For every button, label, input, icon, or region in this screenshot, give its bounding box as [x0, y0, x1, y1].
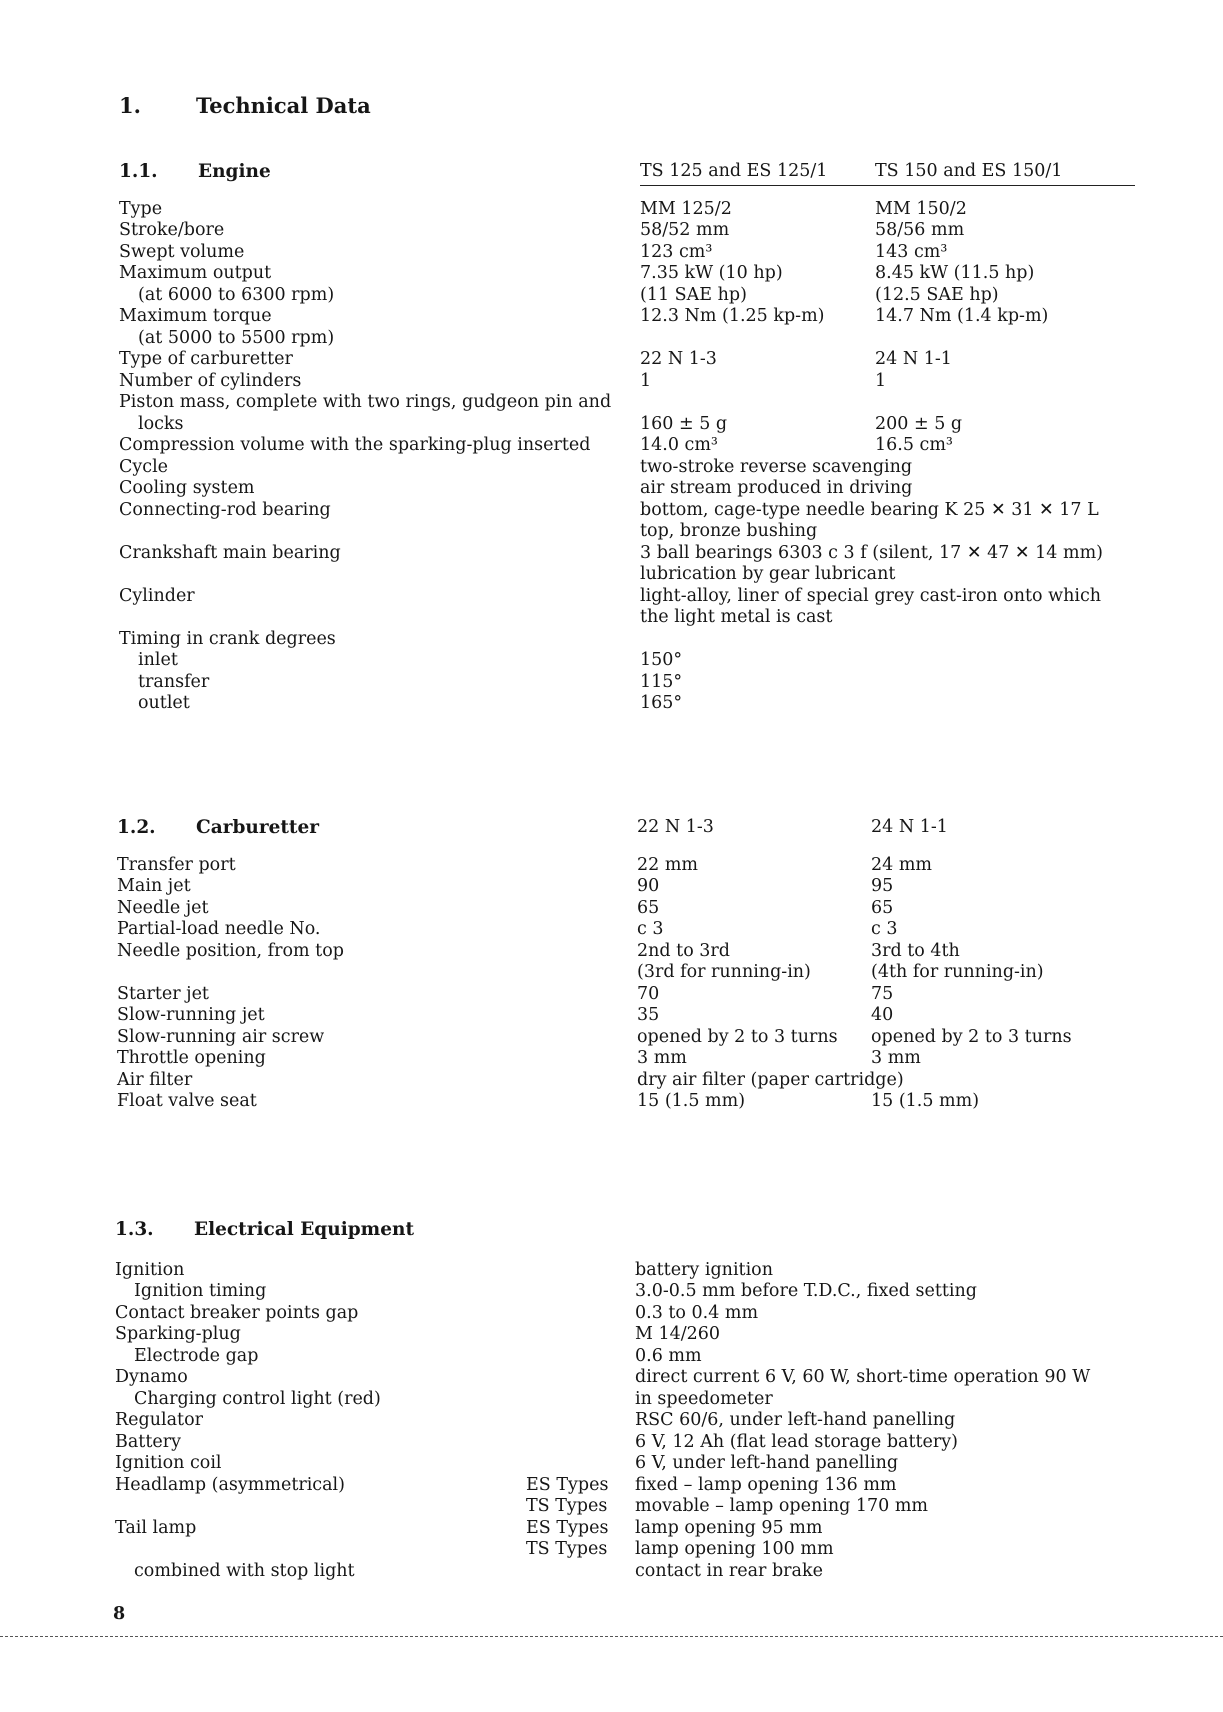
engine-col-header-150: TS 150 and ES 150/1: [875, 161, 1063, 181]
carburetter-value: 15 (1.5 mm): [637, 1091, 746, 1111]
engine-value: (12.5 SAE hp): [875, 285, 999, 305]
carburetter-value: 3rd to 4th: [871, 941, 960, 961]
engine-label: Type of carburetter: [119, 349, 293, 369]
engine-value: 123 cm³: [640, 242, 713, 262]
engine-shared-value: the light metal is cast: [640, 607, 833, 627]
type-label: ES Types: [526, 1475, 609, 1495]
electrical-label: Tail lamp: [115, 1518, 197, 1538]
carburetter-label: Slow-running air screw: [117, 1027, 325, 1047]
engine-label: Crankshaft main bearing: [119, 543, 341, 563]
engine-shared-value: air stream produced in driving: [640, 478, 913, 498]
engine-shared-value: 115°: [640, 672, 683, 692]
carburetter-value: c 3: [871, 919, 898, 939]
engine-section-title: Engine: [198, 161, 271, 182]
engine-value: 1: [640, 371, 652, 391]
electrical-value: 6 V, under left-hand panelling: [635, 1453, 899, 1473]
type-label: TS Types: [526, 1539, 608, 1559]
engine-label: Cycle: [119, 457, 169, 477]
engine-shared-value: bottom, cage-type needle bearing K 25 ✕ 31 ✕ 17 L: [640, 500, 1099, 520]
engine-label: Timing in crank degrees: [119, 629, 336, 649]
engine-label: (at 5000 to 5500 rpm): [138, 328, 335, 348]
carburetter-value: (3rd for running-in): [637, 962, 811, 982]
engine-value: 14.0 cm³: [640, 435, 718, 455]
carburetter-value: 75: [871, 984, 894, 1004]
electrical-value: movable – lamp opening 170 mm: [635, 1496, 929, 1516]
electrical-value: M 14/260: [635, 1324, 721, 1344]
engine-col-header-125: TS 125 and ES 125/1: [640, 161, 828, 181]
carburetter-label: Partial-load needle No.: [117, 919, 321, 939]
carburetter-value: 22 mm: [637, 855, 699, 875]
doc-title: Technical Data: [196, 93, 371, 118]
carburetter-value: 3 mm: [871, 1048, 921, 1068]
carburetter-label: Slow-running jet: [117, 1005, 265, 1025]
carburetter-value: opened by 2 to 3 turns: [637, 1027, 838, 1047]
carburetter-value: 15 (1.5 mm): [871, 1091, 980, 1111]
engine-section-number: 1.1.: [119, 161, 158, 182]
engine-shared-value: 165°: [640, 693, 683, 713]
engine-label: Piston mass, complete with two rings, gudgeon pin and: [119, 392, 612, 412]
engine-label: transfer: [138, 672, 210, 692]
carburetter-label: Needle position, from top: [117, 941, 344, 961]
engine-label: (at 6000 to 6300 rpm): [138, 285, 335, 305]
engine-value: 58/52 mm: [640, 220, 730, 240]
electrical-value: lamp opening 95 mm: [635, 1518, 823, 1538]
engine-label: Maximum output: [119, 263, 272, 283]
electrical-value: lamp opening 100 mm: [635, 1539, 834, 1559]
electrical-value: 0.3 to 0.4 mm: [635, 1303, 759, 1323]
electrical-value: fixed – lamp opening 136 mm: [635, 1475, 897, 1495]
electrical-value: contact in rear brake: [635, 1561, 823, 1581]
carburetter-value: 65: [637, 898, 660, 918]
engine-label: Connecting-rod bearing: [119, 500, 331, 520]
engine-label: Compression volume with the sparking-plug inserted: [119, 435, 591, 455]
engine-shared-value: two-stroke reverse scavenging: [640, 457, 913, 477]
carburetter-value: c 3: [637, 919, 664, 939]
engine-label: Cooling system: [119, 478, 255, 498]
electrical-label: combined with stop light: [134, 1561, 355, 1581]
engine-label: Type: [119, 199, 163, 219]
engine-shared-value: 150°: [640, 650, 683, 670]
electrical-label: Electrode gap: [134, 1346, 259, 1366]
electrical-label: Ignition timing: [134, 1281, 267, 1301]
engine-label: locks: [138, 414, 184, 434]
electrical-label: Battery: [115, 1432, 181, 1452]
engine-label: Cylinder: [119, 586, 195, 606]
carburetter-col-header-2: 24 N 1-1: [871, 817, 948, 837]
engine-value: 143 cm³: [875, 242, 948, 262]
engine-label: inlet: [138, 650, 178, 670]
electrical-value: 0.6 mm: [635, 1346, 702, 1366]
carburetter-label: Needle jet: [117, 898, 209, 918]
engine-value: 200 ± 5 g: [875, 414, 963, 434]
engine-value: 7.35 kW (10 hp): [640, 263, 783, 283]
engine-value: 16.5 cm³: [875, 435, 953, 455]
engine-value: (11 SAE hp): [640, 285, 747, 305]
electrical-label: Sparking-plug: [115, 1324, 241, 1344]
carburetter-value: 70: [637, 984, 660, 1004]
electrical-value: 3.0-0.5 mm before T.D.C., fixed setting: [635, 1281, 977, 1301]
electrical-label: Headlamp (asymmetrical): [115, 1475, 345, 1495]
type-label: ES Types: [526, 1518, 609, 1538]
electrical-label: Contact breaker points gap: [115, 1303, 359, 1323]
engine-label: Stroke/bore: [119, 220, 225, 240]
engine-value: 160 ± 5 g: [640, 414, 728, 434]
type-label: TS Types: [526, 1496, 608, 1516]
engine-value: 24 N 1-1: [875, 349, 952, 369]
carburetter-value: 3 mm: [637, 1048, 687, 1068]
electrical-label: Regulator: [115, 1410, 203, 1430]
engine-value: 12.3 Nm (1.25 kp-m): [640, 306, 825, 326]
electrical-value: 6 V, 12 Ah (flat lead storage battery): [635, 1432, 958, 1452]
electrical-label: Ignition: [115, 1260, 185, 1280]
engine-label: Maximum torque: [119, 306, 272, 326]
carburetter-label: Air filter: [117, 1070, 193, 1090]
carburetter-value: (4th for running-in): [871, 962, 1044, 982]
engine-value: 8.45 kW (11.5 hp): [875, 263, 1035, 283]
page-number: 8: [113, 1604, 126, 1624]
engine-value: MM 125/2: [640, 199, 732, 219]
electrical-value: direct current 6 V, 60 W, short-time operation 90 W: [635, 1367, 1091, 1387]
engine-label: outlet: [138, 693, 190, 713]
carburetter-value: 40: [871, 1005, 894, 1025]
electrical-label: Ignition coil: [115, 1453, 222, 1473]
engine-value: 58/56 mm: [875, 220, 965, 240]
electrical-value: in speedometer: [635, 1389, 773, 1409]
engine-shared-value: lubrication by gear lubricant: [640, 564, 896, 584]
cut-line: [0, 1636, 1223, 1637]
carburetter-shared-value: dry air filter (paper cartridge): [637, 1070, 904, 1090]
engine-label: Swept volume: [119, 242, 245, 262]
carburetter-section-number: 1.2.: [117, 817, 156, 838]
electrical-section-title: Electrical Equipment: [194, 1219, 414, 1240]
carburetter-label: Float valve seat: [117, 1091, 257, 1111]
engine-shared-value: top, bronze bushing: [640, 521, 818, 541]
electrical-label: Dynamo: [115, 1367, 188, 1387]
carburetter-value: 35: [637, 1005, 660, 1025]
carburetter-value: opened by 2 to 3 turns: [871, 1027, 1072, 1047]
engine-label: Number of cylinders: [119, 371, 302, 391]
carburetter-value: 2nd to 3rd: [637, 941, 731, 961]
engine-value: 1: [875, 371, 887, 391]
electrical-label: Charging control light (red): [134, 1389, 381, 1409]
engine-value: 22 N 1-3: [640, 349, 717, 369]
carburetter-value: 95: [871, 876, 894, 896]
doc-title-number: 1.: [119, 93, 141, 118]
carburetter-value: 24 mm: [871, 855, 933, 875]
electrical-value: battery ignition: [635, 1260, 773, 1280]
carburetter-col-header-1: 22 N 1-3: [637, 817, 714, 837]
carburetter-section-title: Carburetter: [196, 817, 319, 838]
carburetter-label: Transfer port: [117, 855, 236, 875]
carburetter-label: Main jet: [117, 876, 191, 896]
carburetter-label: Starter jet: [117, 984, 209, 1004]
electrical-section-number: 1.3.: [115, 1219, 154, 1240]
carburetter-label: Throttle opening: [117, 1048, 266, 1068]
engine-shared-value: 3 ball bearings 6303 c 3 f (silent, 17 ✕ 47 ✕ 14 mm): [640, 543, 1104, 563]
electrical-value: RSC 60/6, under left-hand panelling: [635, 1410, 956, 1430]
carburetter-value: 90: [637, 876, 660, 896]
header-rule: [640, 185, 1135, 186]
engine-shared-value: light-alloy, liner of special grey cast-iron onto which: [640, 586, 1102, 606]
carburetter-value: 65: [871, 898, 894, 918]
engine-value: MM 150/2: [875, 199, 967, 219]
engine-value: 14.7 Nm (1.4 kp-m): [875, 306, 1049, 326]
